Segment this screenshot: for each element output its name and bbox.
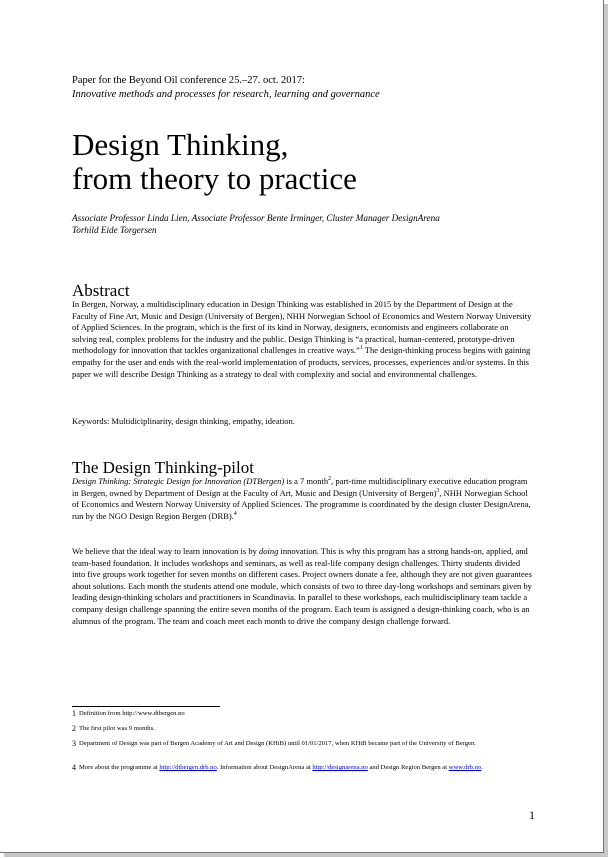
authors-line-1: Associate Professor Linda Lien, Associate Professor Bente Irminger, Cluster Manager DesignArena	[72, 213, 440, 223]
footnote-text: .	[481, 764, 483, 771]
footnote-ref-1: 1	[359, 345, 363, 352]
p1-text-a: is a 7 month	[284, 476, 329, 486]
footnote-ref-2: 2	[328, 476, 332, 483]
footnote-text: . Information about DesignArena at	[216, 764, 313, 771]
footnote-mark: 4	[72, 763, 76, 772]
footnote-2	[72, 725, 542, 734]
footnote-1	[72, 710, 542, 719]
program-name: Design Thinking: Strategic Design for Innovation (DTBergen)	[72, 476, 285, 486]
abstract-text-a: In Bergen, Norway, a multidisciplinary education in Design Thinking was established in 2015 by the Department of Design at the Faculty of Fine Art, Music and Design (University of Bergen), NHH Norwegian School of Economics and Western Norway University of Applied Sciences. In the program, which is the first of its kind in Norway, designers, economists and engineers collaborate on solving real, complex problems for the industry and the public. Design Thinking is “a practical, human-centered, prototype-driven methodology for innovation that tackles organizational challenges in creative ways.”	[72, 299, 532, 356]
conference-header	[72, 74, 380, 102]
footnote-ref-4: 4	[233, 510, 237, 517]
p2-text-b: innovation. This is why this program has a strong hands-on, applied, and team-based foundation. It includes workshops and seminars, as well as real-life company design challenges. Thirty students divided into five groups work together for seven months on different cases. Project owners donate a fee, although they are not given guarantees about solutions. Each month the students attend one module, which consists of two to three day-long workshops and seminars given by leading design-thinking scholars and practitioners in Scandinavia. In parallel to these workshops, each multidisciplinary team tackle a company design challenge spanning the entire seven months of the program. Each team is assigned a design-thinking coach, who is an alumnus of the program. The team and coach meet each month to drive the company design challenge forward.	[72, 546, 532, 626]
footnote-text: and Design Region Bergen at	[367, 764, 449, 771]
pilot-heading: The Design Thinking-pilot	[72, 458, 254, 477]
authors-line-2: Torhild Eide Torgersen	[72, 225, 157, 235]
footnote-mark: 3	[72, 739, 76, 748]
authors	[72, 212, 542, 236]
footnote-text: Definition from http://www.dtbergen.no	[79, 710, 185, 717]
title-line-1: Design Thinking,	[72, 127, 289, 162]
conference-line: Paper for the Beyond Oil conference 25.–27. oct. 2017:	[72, 75, 305, 86]
footnote-text: The first pilot was 9 months.	[79, 725, 155, 732]
footnote-3	[72, 740, 542, 749]
keywords: Keywords: Multidiciplinarity, design thinking, empathy, ideation.	[72, 416, 295, 426]
footnote-mark: 1	[72, 709, 76, 718]
link-dtbergen[interactable]: http://dtbergen.drb.no	[159, 764, 217, 771]
footnote-text: More about the programme at	[79, 764, 160, 771]
pilot-paragraph-1	[72, 476, 535, 522]
abstract-heading: Abstract	[72, 281, 130, 300]
footnote-mark: 2	[72, 724, 76, 733]
p2-text-a: We believe that the ideal way to learn innovation is by	[72, 546, 259, 556]
link-drb[interactable]: www.drb.no	[448, 764, 482, 771]
title-line-2: from theory to practice	[72, 161, 357, 196]
abstract-text-b: The design-thinking process begins with gaining empathy for the user and ends with the real-world implementation of products, services, processes, experiences and/or systems. In this paper we will describe Design Thinking as a strategy to deal with complexity and social and environmental challenges.	[72, 345, 531, 379]
conference-subtitle: Innovative methods and processes for research, learning and governance	[72, 89, 380, 100]
footnote-ref-3: 3	[436, 487, 440, 494]
footnote-4	[72, 764, 542, 773]
pilot-paragraph-2	[72, 546, 535, 627]
paper-title	[72, 128, 357, 196]
footnote-divider	[72, 706, 220, 707]
emphasis-doing: doing	[258, 546, 279, 556]
page-number: 1	[529, 808, 535, 822]
footnote-text: Department of Design was part of Bergen Academy of Art and Design (KHiB) until 01/01/2017, when KHiB became part of the University of Bergen.	[79, 740, 476, 747]
link-designarena[interactable]: http://designarena.no	[312, 764, 368, 771]
p1-text-b: , part-time multidisciplinary executive education program in Bergen, owned by Department of Design at the Faculty of Art, Music and Design (University of Bergen)	[72, 476, 528, 498]
abstract-body	[72, 299, 535, 380]
p1-text-c: , NHH Norwegian School of Economics and Western Norway University of Applied Sciences. The programme is coordinated by the design cluster DesignArena, run by the NGO Design Region Bergen (DRB).	[72, 487, 531, 521]
